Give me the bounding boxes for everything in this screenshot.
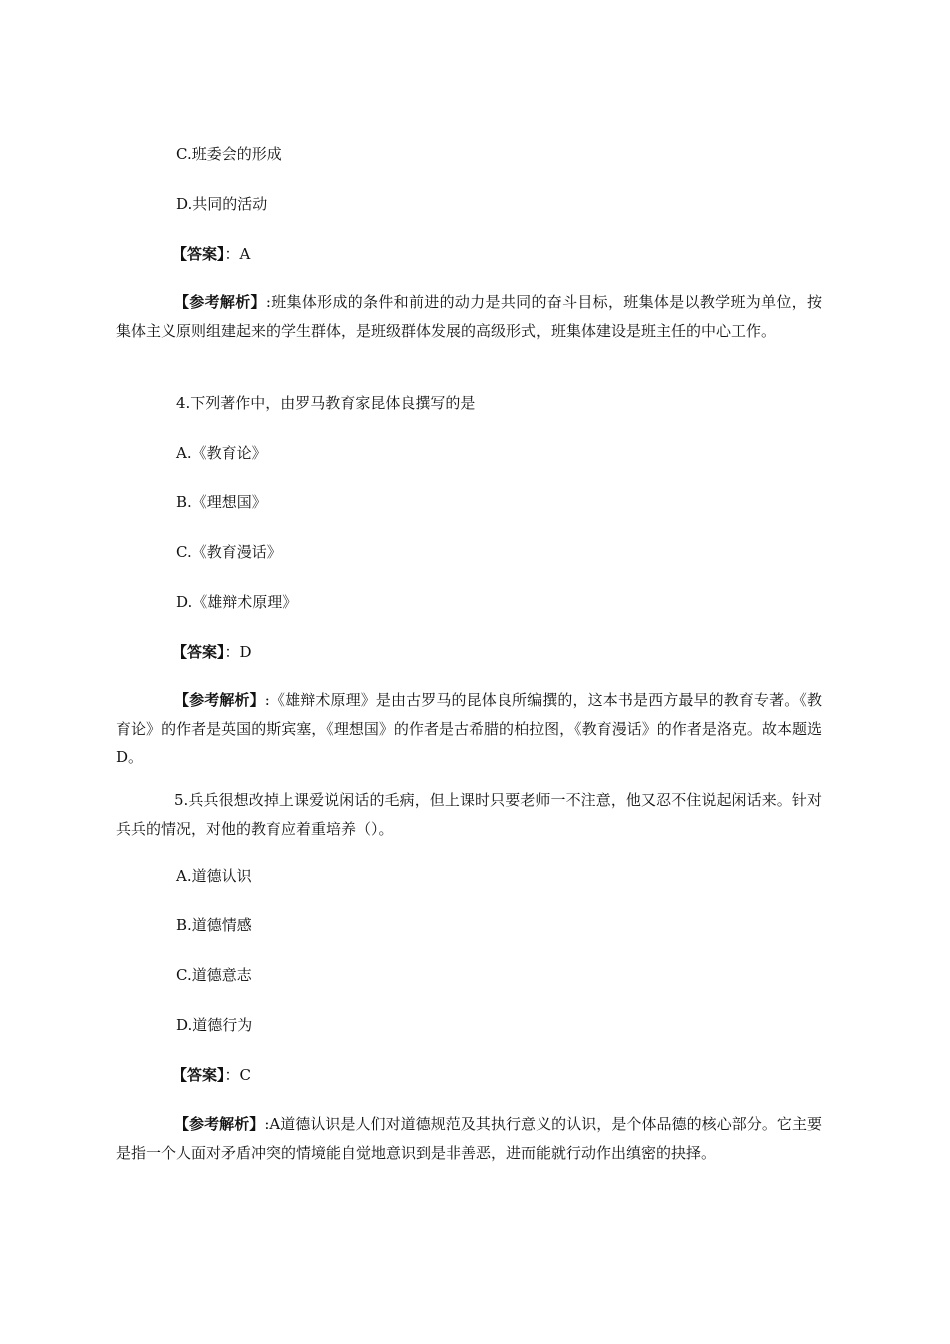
q3-option-c: C.班委会的形成 bbox=[176, 145, 282, 163]
q4-answer bbox=[172, 638, 252, 666]
answer-value: ：C bbox=[224, 1066, 251, 1084]
q4-analysis bbox=[116, 686, 822, 772]
q4-option-d: D.《雄辩术原理》 bbox=[176, 593, 298, 611]
analysis-label: 【参考解析】 bbox=[174, 293, 266, 311]
q5-analysis bbox=[116, 1110, 822, 1167]
q5-answer bbox=[172, 1061, 251, 1089]
answer-label: 【答案】 bbox=[172, 245, 225, 263]
q5-option-a: A.道德认识 bbox=[176, 867, 252, 885]
q4-option-b: B.《理想国》 bbox=[176, 493, 267, 511]
q3-option-d: D.共同的活动 bbox=[176, 195, 268, 213]
q5-option-c: C.道德意志 bbox=[176, 966, 252, 984]
analysis-label: 【参考解析】 bbox=[174, 1115, 265, 1133]
answer-value: ：A bbox=[224, 245, 251, 263]
analysis-text: :班集体形成的条件和前进的动力是共同的奋斗目标，班集体是以教学班为单位，按集体主义原则组建起来的学生群体，是班级群体发展的高级形式，班集体建设是班主任的中心工作。 bbox=[116, 293, 822, 340]
q3-analysis bbox=[116, 288, 822, 345]
analysis-text: :《雄辩术原理》是由古罗马的昆体良所编撰的，这本书是西方最早的教育专著。《教育论》的作者是英国的斯宾塞，《理想国》的作者是古希腊的柏拉图，《教育漫话》的作者是洛克。故本题选D。 bbox=[116, 691, 822, 766]
q5-question: 5.兵兵很想改掉上课爱说闲话的毛病，但上课时只要老师一不注意，他又忍不住说起闲话来。针对兵兵的情况，对他的教育应着重培养（）。 bbox=[116, 791, 822, 838]
q5-option-d: D.道德行为 bbox=[176, 1016, 253, 1034]
answer-label: 【答案】 bbox=[172, 1066, 225, 1084]
q5-option-b: B.道德情感 bbox=[176, 916, 252, 934]
q4-option-a: A.《教育论》 bbox=[176, 444, 267, 462]
analysis-text: :A道德认识是人们对道德规范及其执行意义的认识，是个体品德的核心部分。它主要是指一个人面对矛盾冲突的情境能自觉地意识到是非善恶，进而能就行动作出缜密的抉择。 bbox=[116, 1115, 822, 1162]
answer-label: 【答案】 bbox=[172, 643, 225, 661]
answer-value: ：D bbox=[224, 643, 252, 661]
q4-question: 4.下列著作中，由罗马教育家昆体良撰写的是 bbox=[176, 394, 476, 412]
q4-option-c: C.《教育漫话》 bbox=[176, 543, 282, 561]
q3-answer bbox=[172, 240, 250, 268]
analysis-label: 【参考解析】 bbox=[174, 691, 265, 709]
